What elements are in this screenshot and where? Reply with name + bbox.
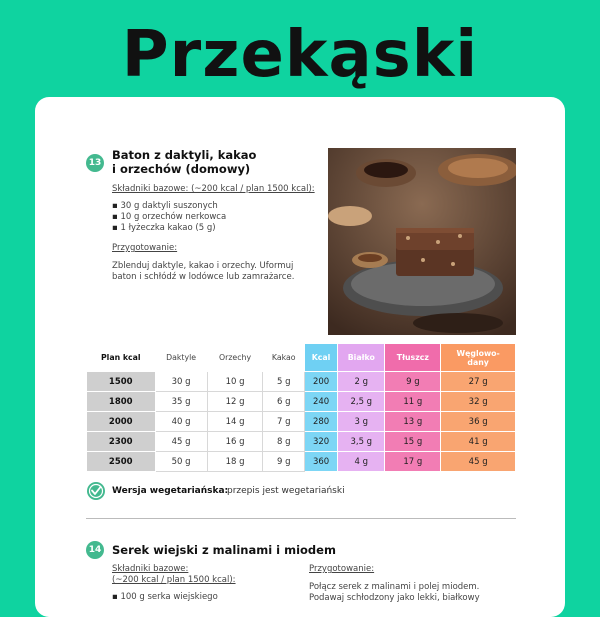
prep-line: baton i schłódź w lodówce lub zamrażarce. [112,272,295,282]
cell-cocoa: 5 g [263,372,305,392]
brownie-bar-photo [328,148,516,335]
column-header-carbs [441,344,516,372]
cell-kcal: 200 [305,372,338,392]
cell-carbs: 45 g [441,452,516,472]
prep-text [112,261,294,283]
prep-line: Podawaj schłodzony jako lekki, białkowy [309,593,480,603]
column-header-nuts: Orzechy [207,344,263,372]
column-header-plan: Plan kcal [87,344,156,372]
cell-dates: 45 g [155,432,207,452]
table-row [87,392,516,412]
cell-protein: 4 g [338,452,385,472]
cell-carbs: 36 g [441,412,516,432]
cell-dates: 50 g [155,452,207,472]
cell-plan: 2000 [87,412,156,432]
ingredients-heading-line: Składniki bazowe: [112,564,189,574]
ingredients-heading [112,564,236,586]
prep-line: Połącz serek z malinami i polej miodem. [309,582,480,592]
carbs-header-line1: Węglowo- [456,348,500,358]
cell-protein: 3 g [338,412,385,432]
cell-fat: 17 g [385,452,441,472]
cell-carbs: 41 g [441,432,516,452]
cell-nuts: 12 g [207,392,263,412]
recipe-number-badge: 13 [86,154,104,172]
recipe-title-line1: Baton z daktyli, kakao [112,148,257,162]
cell-protein: 3,5 g [338,432,385,452]
ingredient-item: ▪ 100 g serka wiejskiego [112,592,218,603]
table-header-row [87,344,516,372]
table-row [87,412,516,432]
table-row [87,452,516,472]
cell-dates: 40 g [155,412,207,432]
ingredients-heading: Składniki bazowe: (~200 kcal / plan 1500 kcal): [112,184,315,194]
column-header-kcal: Kcal [305,344,338,372]
recipe-number-badge: 14 [86,541,104,559]
cell-kcal: 320 [305,432,338,452]
nutrition-plan-table [86,343,516,472]
ingredients-list [112,592,218,603]
column-header-cocoa: Kakao [263,344,305,372]
cell-fat: 15 g [385,432,441,452]
prep-heading: Przygotowanie: [112,243,178,253]
carbs-header-line2: dany [467,357,489,367]
cell-cocoa: 7 g [263,412,305,432]
cell-kcal: 280 [305,412,338,432]
column-header-dates: Daktyle [155,344,207,372]
cell-plan: 1800 [87,392,156,412]
cell-nuts: 18 g [207,452,263,472]
cell-dates: 30 g [155,372,207,392]
recipe-title-line2: i orzechów (domowy) [112,162,251,176]
prep-heading: Przygotowanie: [309,564,375,574]
cell-plan: 2300 [87,432,156,452]
column-header-fat: Tłuszcz [385,344,441,372]
cell-nuts: 14 g [207,412,263,432]
cell-plan: 1500 [87,372,156,392]
ingredient-item: ▪ 10 g orzechów nerkowca [112,212,226,223]
recipe-title [112,148,256,176]
ingredient-item: ▪ 30 g daktyli suszonych [112,201,226,212]
ingredient-item: ▪ 1 łyżeczka kakao (5 g) [112,223,226,234]
cell-cocoa: 9 g [263,452,305,472]
cell-dates: 35 g [155,392,207,412]
vegan-check-icon [86,481,106,501]
recipe-card [35,97,565,617]
ingredients-heading-line: (~200 kcal / plan 1500 kcal): [112,575,236,585]
prep-text [309,582,480,604]
cell-nuts: 16 g [207,432,263,452]
ingredients-list [112,201,226,234]
cell-protein: 2 g [338,372,385,392]
cell-plan: 2500 [87,452,156,472]
cell-fat: 11 g [385,392,441,412]
cell-nuts: 10 g [207,372,263,392]
cell-kcal: 360 [305,452,338,472]
cell-carbs: 27 g [441,372,516,392]
cell-protein: 2,5 g [338,392,385,412]
vegetarian-label: Wersja wegetariańska: [112,486,229,496]
cell-cocoa: 6 g [263,392,305,412]
recipe-title: Serek wiejski z malinami i miodem [112,543,336,557]
section-divider [86,518,516,519]
vegetarian-text: przepis jest wegetariański [227,486,345,496]
cell-carbs: 32 g [441,392,516,412]
cell-cocoa: 8 g [263,432,305,452]
page-title: Przekąski [121,18,479,92]
cell-kcal: 240 [305,392,338,412]
cell-fat: 13 g [385,412,441,432]
prep-line: Zblenduj daktyle, kakao i orzechy. Uformuj [112,261,294,271]
table-row [87,432,516,452]
cell-fat: 9 g [385,372,441,392]
table-row [87,372,516,392]
column-header-protein: Białko [338,344,385,372]
